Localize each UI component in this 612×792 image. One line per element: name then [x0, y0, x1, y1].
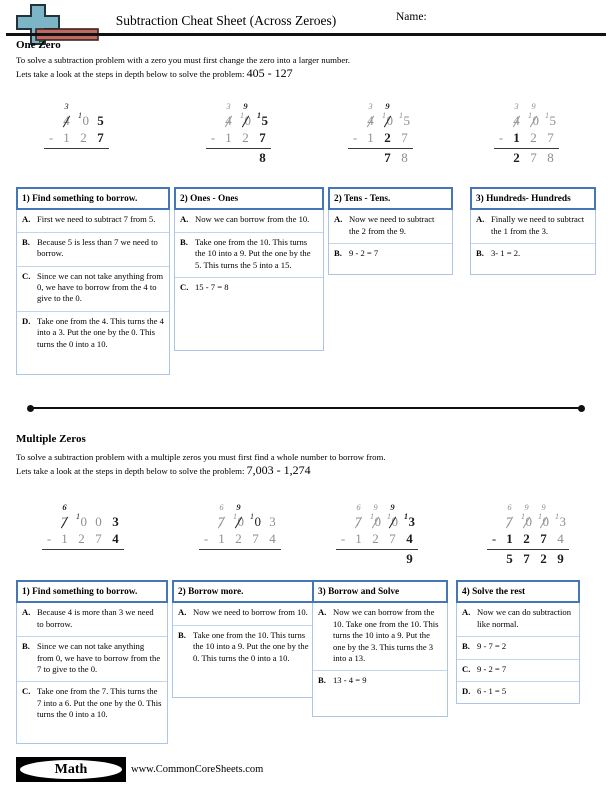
digit-cell: 5: [97, 113, 104, 128]
minus-sign: -: [203, 531, 209, 546]
step-box-title: 3) Borrow and Solve: [312, 580, 448, 603]
carry-digit: 9: [531, 101, 536, 111]
carry-digit: 6: [356, 502, 361, 512]
digit-cell: 5: [506, 551, 513, 566]
page-title: Subtraction Cheat Sheet (Across Zeroes): [115, 13, 337, 28]
step-item: [17, 603, 167, 636]
digit-cell: 1 0: [76, 512, 87, 529]
step-box: [470, 187, 596, 275]
digit-cell: [73, 550, 90, 567]
digit-cell: 2: [372, 531, 379, 546]
step-item: [17, 232, 169, 266]
digit-cell: 1 0: [521, 512, 532, 529]
digit-cell: [213, 550, 230, 567]
step-box-title: 2) Tens - Tens.: [328, 187, 453, 210]
step-item-text: Take one from the 10. This turns the 10 into a 9. Put the one by the 5. This turns the 5 into a 15.: [195, 236, 311, 270]
digit-cell: 3: [112, 514, 119, 529]
step-box-title: 3) Hundreds- Hundreds: [470, 187, 596, 210]
digit-cell: 2: [80, 130, 87, 145]
digit-cell: [90, 550, 107, 567]
step-item-letter: A.: [22, 214, 31, 225]
step-item-letter: B.: [22, 641, 30, 652]
problem-text: 7,003 - 1,274: [246, 463, 311, 477]
step-item-text: Since we can not take anything from 0, we have to borrow from the 4 to give to the 0.: [37, 270, 164, 304]
step-item: [175, 277, 323, 299]
step-item-text: Take one from the 10. This turns the 10 into a 9. Put the one by the 0. This turns the 0 into a 10.: [193, 629, 309, 663]
minus-sign: -: [48, 130, 54, 145]
problem-text: 405 - 127: [246, 66, 293, 80]
digit-cell: 4: [63, 113, 70, 128]
digit-cell: 1: [513, 130, 520, 145]
step-box-title: 4) Solve the rest: [456, 580, 580, 603]
digit-cell: 7: [384, 150, 391, 165]
step-item: [175, 210, 323, 231]
step-item: [457, 603, 579, 636]
step-item-letter: D.: [462, 686, 471, 697]
digit-cell: 1: [225, 130, 232, 145]
carry-digit: [264, 502, 281, 513]
step-item-text: 3- 1 = 2.: [491, 248, 521, 259]
step-item: [471, 210, 595, 243]
digit-cell: 8: [401, 150, 408, 165]
digit-cell: [56, 550, 73, 567]
step-item-text: Finally we need to subtract the 1 from the 3.: [491, 214, 585, 236]
carry-digit: 3: [514, 101, 519, 111]
step-item: [173, 625, 321, 670]
digit-cell: 7: [401, 130, 408, 145]
digit-cell: 7: [540, 531, 547, 546]
step-item: [457, 636, 579, 658]
math-badge-label: Math: [20, 760, 122, 779]
minus-sign: -: [498, 130, 504, 145]
step-box: [16, 580, 168, 744]
step-box: [456, 580, 580, 704]
digit-cell: 2: [540, 551, 547, 566]
step-item: [17, 311, 169, 356]
digit-cell: 2: [523, 531, 530, 546]
worked-example: [44, 101, 109, 166]
digit-cell: 1 0: [387, 512, 398, 529]
digit-cell: 4: [367, 113, 374, 128]
digit-cell: 8: [259, 150, 266, 165]
step-item: [329, 210, 452, 243]
digit-cell: 7: [547, 130, 554, 145]
digit-cell: [237, 149, 254, 166]
step-item: [17, 210, 169, 231]
step-item-letter: C.: [22, 270, 31, 281]
digit-cell: 9: [557, 551, 564, 566]
digit-cell: 1 0: [78, 111, 89, 128]
step-item-letter: B.: [318, 675, 326, 686]
minus-sign: -: [491, 531, 497, 546]
step-box: [174, 187, 324, 351]
digit-cell: [350, 550, 367, 567]
digit-cell: 4: [112, 531, 119, 546]
minus-sign: -: [352, 130, 358, 145]
digit-cell: [230, 550, 247, 567]
step-box-title: 1) Find something to borrow.: [16, 187, 170, 210]
step-item: [313, 603, 447, 670]
digit-cell: 7: [218, 514, 225, 529]
step-item-text: Now we can borrow from the 10. Take one from the 10. This turns the 10 into a 9. Put the one by the 3. This turns the 3 into a 13.: [333, 607, 439, 664]
digit-cell: [92, 149, 109, 166]
intro-line: To solve a subtraction problem with a multiple zeros you must first find a whole number to borrow from.: [16, 452, 386, 462]
carry-digit: 3: [64, 101, 69, 111]
digit-cell: 7: [252, 531, 259, 546]
carry-digit: 6: [219, 502, 224, 512]
carry-digit: 9: [236, 502, 241, 512]
intro-line: To solve a subtraction problem with a zero you must first change the zero into a larger number.: [16, 55, 350, 65]
digit-cell: 1: [506, 531, 513, 546]
carry-digit: 6: [62, 502, 67, 512]
digit-cell: [367, 550, 384, 567]
digit-cell: 7: [506, 514, 513, 529]
step-item-text: 13 - 4 = 9: [333, 675, 367, 686]
digit-cell: 8: [547, 150, 554, 165]
step-item-letter: B.: [476, 248, 484, 259]
step-item-text: Now we need to borrow from 10.: [193, 607, 308, 618]
step-item-text: 15 - 7 = 8: [195, 282, 229, 293]
digit-cell: 1 0: [382, 111, 393, 128]
worked-example: [42, 502, 124, 567]
digit-cell: 7: [530, 150, 537, 165]
worked-example: [336, 502, 418, 567]
digit-cell: 7: [61, 514, 68, 529]
digit-cell: [247, 550, 264, 567]
digit-cell: 1 0: [240, 111, 251, 128]
carry-digit: [92, 101, 109, 112]
step-item-text: Take one from the 4. This turns the 4 into a 3. Put the one by the 0. This turns the 0 into a 10.: [37, 315, 164, 349]
digit-cell: [58, 149, 75, 166]
step-item-letter: B.: [180, 236, 188, 247]
digit-cell: 1 3: [404, 512, 415, 529]
section-heading-one-zero: One Zero: [16, 39, 61, 51]
step-item-letter: B.: [22, 236, 30, 247]
digit-cell: [384, 550, 401, 567]
site-url: www.CommonCoreSheets.com: [131, 764, 264, 775]
step-item-text: Because 4 is more than 3 we need to borrow.: [37, 607, 154, 629]
step-item-letter: A.: [178, 607, 187, 618]
minus-sign: -: [46, 531, 52, 546]
minus-sign: -: [340, 531, 346, 546]
step-item-text: 9 - 2 = 7: [349, 248, 379, 259]
intro-line: Lets take a look at the steps in depth below to solve the problem: 405 - 127: [16, 66, 293, 80]
step-item-letter: C.: [462, 663, 471, 674]
step-item-letter: C.: [180, 282, 189, 293]
step-item-letter: A.: [22, 607, 31, 618]
carry-digit: 9: [385, 101, 390, 111]
step-item-text: First we need to subtract 7 from 5.: [37, 214, 156, 225]
digit-cell: 4: [269, 531, 276, 546]
section-divider: [30, 407, 582, 409]
section-intro-multiple-zeros: [16, 451, 386, 478]
carry-digit: 9: [524, 502, 529, 512]
digit-cell: 1 5: [545, 111, 556, 128]
math-badge: [16, 757, 126, 782]
step-item-letter: C.: [22, 686, 31, 697]
digit-cell: 1: [355, 531, 362, 546]
digit-cell: 7: [95, 531, 102, 546]
intro-line: Lets take a look at the steps in depth below to solve the problem: 7,003 - 1,274: [16, 463, 311, 477]
step-item-text: Since we can not take anything from 0, we have to borrow from the 7 to give to the 0.: [37, 641, 161, 675]
digit-cell: 1: [63, 130, 70, 145]
worked-example: [494, 101, 559, 166]
step-item-text: Because 5 is less than 7 we need to borrow.: [37, 236, 158, 259]
step-item-letter: B.: [334, 248, 342, 259]
digit-cell: 1 0: [538, 512, 549, 529]
digit-cell: 2: [242, 130, 249, 145]
step-box-title: 1) Find something to borrow.: [16, 580, 168, 603]
digit-cell: 4: [225, 113, 232, 128]
digit-cell: 7: [389, 531, 396, 546]
step-item-text: Now we can borrow from the 10.: [195, 214, 310, 225]
digit-cell: 1 5: [257, 111, 268, 128]
digit-cell: 1 5: [399, 111, 410, 128]
digit-cell: 7: [259, 130, 266, 145]
worked-example: [348, 101, 413, 166]
step-item: [173, 603, 321, 624]
carry-digit: 9: [243, 101, 248, 111]
digit-cell: 2: [513, 150, 520, 165]
digit-cell: 9: [406, 551, 413, 566]
step-item-text: Now we can do subtraction like normal.: [477, 607, 572, 629]
step-item: [471, 243, 595, 265]
digit-cell: 1: [367, 130, 374, 145]
carry-digit: 3: [226, 101, 231, 111]
carry-digit: [90, 502, 107, 513]
worked-example: [206, 101, 271, 166]
step-box-title: 2) Borrow more.: [172, 580, 322, 603]
worked-example: [199, 502, 281, 567]
digit-cell: 4: [513, 113, 520, 128]
digit-cell: 2: [78, 531, 85, 546]
section-intro-one-zero: [16, 54, 350, 81]
digit-cell: 2: [530, 130, 537, 145]
digit-cell: 1 0: [250, 512, 261, 529]
digit-cell: 1: [61, 531, 68, 546]
carry-digit: 3: [368, 101, 373, 111]
step-box: [16, 187, 170, 375]
carry-digit: 9: [390, 502, 395, 512]
digit-cell: 2: [384, 130, 391, 145]
carry-digit: 9: [541, 502, 546, 512]
step-item-letter: A.: [476, 214, 485, 225]
digit-cell: [264, 550, 281, 567]
step-item: [17, 636, 167, 681]
step-item-letter: A.: [318, 607, 327, 618]
digit-cell: 0: [95, 514, 102, 529]
digit-cell: [362, 149, 379, 166]
step-item-text: Now we need to subtract the 2 from the 9.: [349, 214, 435, 236]
digit-cell: 1 0: [233, 512, 244, 529]
digit-cell: 2: [235, 531, 242, 546]
step-item: [457, 681, 579, 703]
step-item-letter: A.: [462, 607, 471, 618]
step-item: [329, 243, 452, 265]
step-item: [457, 659, 579, 681]
digit-cell: [107, 550, 124, 567]
step-box: [172, 580, 322, 698]
step-item: [313, 670, 447, 692]
step-box: [312, 580, 448, 717]
step-item: [175, 232, 323, 277]
minus-sign: -: [210, 130, 216, 145]
step-item-text: Take one from the 7. This turns the 7 into a 6. Put the one by the 0. This turns the 0 into a 10.: [37, 686, 162, 720]
header-rule: [6, 33, 606, 36]
name-label: Name:: [396, 11, 427, 23]
digit-cell: 4: [406, 531, 413, 546]
step-item-letter: D.: [22, 315, 31, 326]
carry-digit: 9: [373, 502, 378, 512]
digit-cell: 1: [218, 531, 225, 546]
digit-cell: 7: [523, 551, 530, 566]
step-item-text: 9 - 7 = 2: [477, 641, 507, 652]
carry-digit: [107, 502, 124, 513]
worked-example: [487, 502, 569, 567]
step-item-letter: B.: [178, 629, 186, 640]
digit-cell: 1 3: [555, 512, 566, 529]
digit-cell: 7: [355, 514, 362, 529]
step-item-letter: A.: [334, 214, 343, 225]
step-item-letter: A.: [180, 214, 189, 225]
step-box-title: 2) Ones - Ones: [174, 187, 324, 210]
digit-cell: [75, 149, 92, 166]
digit-cell: 1 0: [528, 111, 539, 128]
step-box: [328, 187, 453, 275]
step-item: [17, 266, 169, 311]
step-item-letter: B.: [462, 641, 470, 652]
digit-cell: 3: [269, 514, 276, 529]
digit-cell: 1 0: [370, 512, 381, 529]
section-heading-multiple-zeros: Multiple Zeros: [16, 433, 86, 445]
carry-digit: 6: [507, 502, 512, 512]
digit-cell: [220, 149, 237, 166]
step-item-text: 9 - 2 = 7: [477, 663, 507, 674]
step-item-text: 6 - 1 = 5: [477, 686, 507, 697]
digit-cell: 7: [97, 130, 104, 145]
digit-cell: 4: [557, 531, 564, 546]
step-item: [17, 681, 167, 726]
